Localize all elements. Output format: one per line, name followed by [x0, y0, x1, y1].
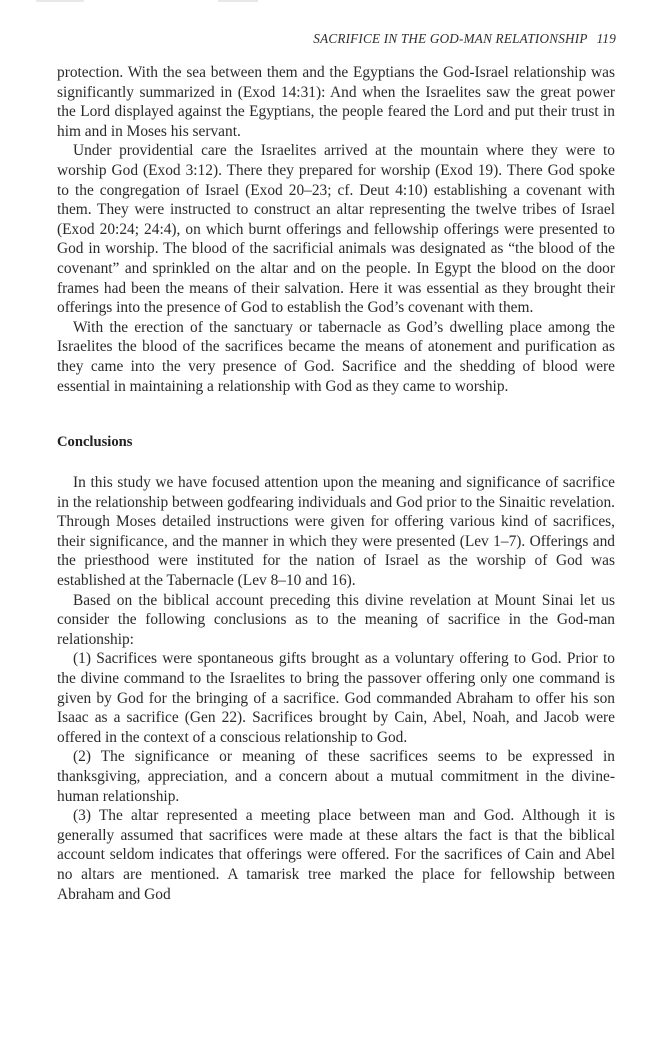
- page-body: [57, 63, 615, 904]
- paragraph: Based on the biblical account preceding this divine revelation at Mount Sinai let us consider the following conclusions as to the meaning of sacrifice in the God-man relationship:: [57, 591, 615, 648]
- numbered-paragraph-2: (2) The significance or meaning of these sacrifices seems to be expressed in thanksgiving, appreciation, and a concern about a mutual commitment in the divine-human relationship.: [57, 748, 615, 805]
- running-header: [313, 31, 616, 47]
- paragraph: With the erection of the sanctuary or tabernacle as God’s dwelling place among the Israelites the blood of the sacrifices became the means of atonement and purification as they came into the very presence of God. Sacrifice and the shedding of blood were essential in maintaining a relationship with God as they came to worship.: [57, 318, 615, 395]
- scan-artifact: [36, 0, 84, 2]
- paragraph: Under providential care the Israelites arrived at the mountain where they were to worship God (Exod 3:12). There they prepared for worship (Exod 19). There God spoke to the congregation of Israel (Exod 20–23; cf. Deut 4:10) establishing a covenant with them. They were instructed to construct an altar representing the twelve tribes of Israel (Exod 20:24; 24:4), on which burnt offerings and fellowship offerings were presented to God in worship. The blood of the sacrificial animals was designated as “the blood of the covenant” and sprinkled on the altar and on the people. In Egypt the blood on the door frames had been the means of their salvation. Here it was essential as they brought their offerings into the presence of God to establish the God’s covenant with them.: [57, 142, 615, 317]
- paragraph: In this study we have focused attention upon the meaning and significance of sacrifice in the relationship between godfearing individuals and God prior to the Sinaitic revelation. Through Moses detailed instructions were given for offering various kind of sacrifices, their significance, and the manner in which they were presented (Lev 1–7). Offerings and the priesthood were instituted for the nation of Israel as the worship of God was established at the Tabernacle (Lev 8–10 and 16).: [57, 474, 615, 590]
- section-heading-conclusions: Conclusions: [57, 434, 133, 451]
- paragraph-continuation: protection. With the sea between them and the Egyptians the God-Israel relationship was significantly summarized in (Exod 14:31): And when the Israelites saw the great power the Lord displayed against the Egyptians, the people feared the Lord and put their trust in him and in Moses his servant.: [57, 64, 615, 140]
- numbered-paragraph-3: (3) The altar represented a meeting place between man and God. Although it is generally assumed that sacrifices were made at these altars the fact is that the biblical account seldom indicates that offerings were offered. For the sacrifices of Cain and Abel no altars are mentioned. A tamarisk tree marked the place for fellowship between Abraham and God: [57, 807, 615, 903]
- scan-artifact: [218, 0, 258, 2]
- page-number: 119: [596, 31, 616, 46]
- numbered-paragraph-1: (1) Sacrifices were spontaneous gifts brought as a voluntary offering to God. Prior to the divine command to the Israelites to bring the passover offering only one command is given by God for the bringing of a sacrifice. God commanded Abraham to offer his son Isaac as a sacrifice (Gen 22). Sacrifices brought by Cain, Abel, Noah, and Jacob were offered in the context of a conscious relationship to God.: [57, 650, 615, 746]
- running-title: SACRIFICE IN THE GOD-MAN RELATIONSHIP: [313, 31, 588, 46]
